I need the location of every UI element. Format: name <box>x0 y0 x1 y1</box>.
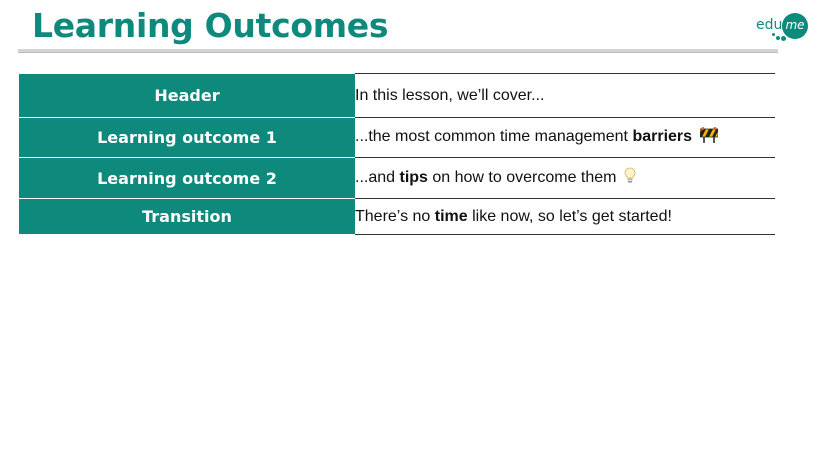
table-row <box>19 118 775 158</box>
row-text <box>355 74 775 118</box>
row-text <box>355 118 775 158</box>
learning-outcomes-table <box>19 73 775 235</box>
row-text-after: on how to overcome them <box>427 169 617 186</box>
row-text <box>355 199 775 235</box>
row-label: Learning outcome 1 <box>19 118 355 158</box>
row-text-before: ...the most common time management <box>355 128 633 145</box>
logo-edu-text: edu <box>756 17 783 33</box>
construction-barrier-icon <box>700 127 718 148</box>
table-row <box>19 199 775 235</box>
light-bulb-icon <box>624 167 636 189</box>
row-label: Transition <box>19 199 355 235</box>
row-text-bold: tips <box>399 169 428 186</box>
logo-dot <box>772 33 775 36</box>
logo-me-circle: me <box>782 13 808 39</box>
row-text <box>355 158 775 199</box>
logo-dot <box>776 36 780 40</box>
row-text-after: like now, so let’s get started! <box>467 207 672 225</box>
row-label: Learning outcome 2 <box>19 158 355 199</box>
row-text-bold: barriers <box>632 128 693 145</box>
row-text-before: In this lesson, we’ll cover... <box>355 86 545 104</box>
row-text-bold: time <box>434 207 468 225</box>
edume-logo <box>756 12 810 42</box>
table-row <box>19 74 775 118</box>
logo-dot <box>781 36 786 41</box>
row-text-before: There’s no <box>355 207 435 225</box>
row-label: Header <box>19 74 355 118</box>
table-row <box>19 158 775 199</box>
title-divider <box>18 49 778 53</box>
page-title: Learning Outcomes <box>32 6 389 45</box>
row-text-before: ...and <box>355 169 400 186</box>
